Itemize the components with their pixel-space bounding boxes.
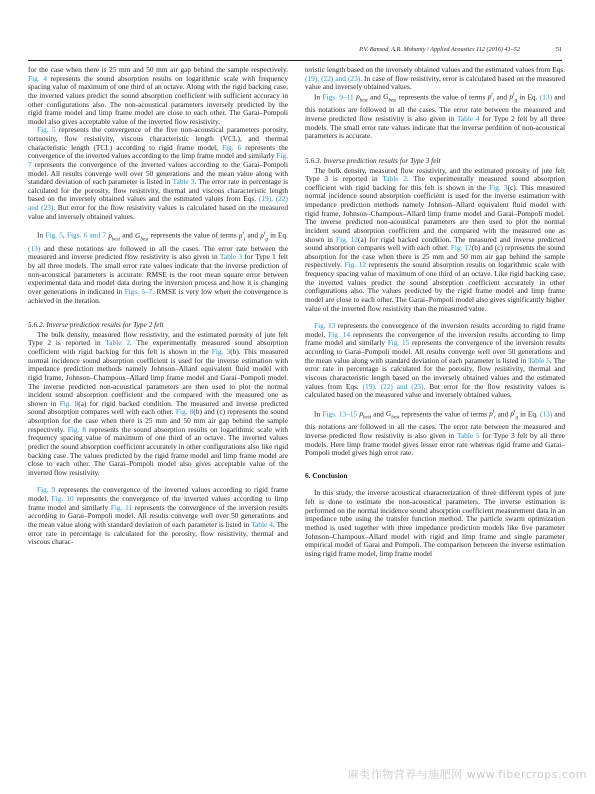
body-paragraph: The bulk density, measured flow resistivity, and the estimated porosity of jute felt Type 2 is reported in Table 2. The experimentally measured sound absorption coefficient with rigid backing for this felt is shown in the Fig. 3(b). This measured normal incidence sound absorption coefficient is used for the inverse estimation with impedance prediction methods namely Johnson–Allard equivalent fluid model with rigid frame, Johnson–Champoux–Allard limp frame model and Garai–Pompoli model. The inverse predicted non-acoustical parameters are then used to plot the normal incident sound absorption coefficient and the compared with the measured one as shown in Fig. 8(a) for rigid backed condition. The measured and inverse predicted sound absorption compares well with each other. Fig. 8(b) and (c) represents the sound absorption for the case when there is 25 mm and 50 mm air gap behind the sample respectively. Fig. 8 represents the sound absorption results on logarithmic scale with frequency spacing value of maximum of one third of an octave. The inverted values predict the sound absorption coefficient accurately in other configurations also like rigid backing case. The values predicted by the rigid frame model and limp frame model are close to each other. The Garai–Pompoli model also gives acceptable value of the inverted flow resistivity. — [28, 329, 288, 477]
cross-reference-link[interactable]: (19), (22) and (23) — [305, 73, 361, 83]
cross-reference-link[interactable]: Fig. 8 — [59, 398, 79, 408]
cross-reference-link[interactable]: Fig. 11 — [110, 502, 133, 512]
math-symbol: $p_{best}$ — [356, 92, 368, 104]
cross-reference-link[interactable]: Fig. 9 — [37, 485, 56, 495]
body-paragraph: Fig. 5 represents the convergence of the five non-acoustical parameters porosity, tortuosity, flow resistivity, viscous characteristic length (VCL), and thermal characteristic length (TCL) according to rigid frame model, Fig. 6 represents the convergence of the inverted values according to the limp frame model and similarly Fig. 7 represents the convergence of the inverted values according to the Garai–Pompoli model. All results converge well over 50 generations and the mean value along with standard deviation of each parameter is listed in Table 3. The error rate in percentage is calculated for the porosity, flow resistivity, thermal and viscous characteristic length based on the inversely obtained values and the estimated values from Eqs. (19), (22) and (23). But error for the flow resistivity values is calculated based on the measured value and inversely obtained values. — [28, 125, 288, 221]
cross-reference-link[interactable]: Fig. 7 — [28, 151, 288, 169]
body-paragraph: In this study, the inverse acoustical characterization of three different types of jute felt is done to estimate the non-acoustical parameters. The inverse estimation is performed on the normal incidence sound absorption coefficient measurement data in an impedance tube using the transfer function method. The particle swarm optimization method is used together with three impedance prediction models like five parameter Johnson–Champoux–Allard model with rigid and limp frame and single parameter empirical model of Garai and Pompoli. The comparison between the inverse estimation using rigid frame model, limp frame model — [305, 488, 565, 558]
cross-reference-link[interactable]: Fig. 14 — [328, 329, 351, 339]
cross-reference-link[interactable]: Fig. 10 — [51, 494, 74, 504]
cross-reference-link[interactable]: (13) — [539, 92, 553, 102]
math-symbol: $p^t_i$ — [487, 92, 495, 104]
running-header — [28, 46, 562, 58]
cross-reference-link[interactable]: Fig. 3 — [211, 347, 231, 357]
cross-reference-link[interactable]: Fig. 15 — [387, 338, 410, 348]
math-symbol: $p^t_g$ — [260, 230, 268, 243]
cross-reference-link[interactable]: (13) — [540, 409, 553, 419]
subsection-heading: 5.6.2. Inverse prediction results for Type 2 felt — [28, 320, 164, 330]
header-rule — [28, 60, 562, 61]
body-paragraph: In Figs. 13–15 $p_{best}$ and $G_{best}$ represents the value of terms $p^t_i$ and $p^t_g$ in Eq. (13) and this notations are followed in all the cases. The error rate between the measured and inverse predicted flow resistivity is also given in Table 5 for Type 3 felt by all three models. Here limp frame model gives lesser error rate whereas rigid frame and Garai–Pompoli model gives high error rate. — [305, 409, 565, 458]
left-column — [28, 66, 288, 756]
right-column — [305, 66, 565, 756]
cross-reference-link[interactable]: Table 4 — [251, 519, 273, 529]
cross-reference-link[interactable]: Fig. 13 — [314, 321, 336, 331]
cross-reference-link[interactable]: (19), (22) and (23) — [362, 381, 424, 391]
body-paragraph: Fig. 13 represents the convergence of the inversion results according to rigid frame model, Fig. 14 represents the convergence of the inversion results according to limp frame model and similarly Fig. 15 represents the convergence of the inversion results according to Garai–Pompoli model. All results converge well over 50 generations and the mean value along with standard deviation of each parameter is listed in Table 5. The error rate in percentage is calculated for the porosity, flow resistivity, thermal and viscous characteristic length based on the inversely obtained values and the estimated values from Eqs. (19), (22) and (23). But error for the flow resistivity values is calculated based on the measured value and inversely obtained values. — [305, 321, 565, 400]
subsection-heading: 5.6.3. Inverse prediction results for Type 3 felt — [305, 155, 441, 165]
cross-reference-link[interactable]: Figs. 5–7 — [124, 286, 153, 296]
cross-reference-link[interactable]: Fig. 12 — [344, 260, 367, 270]
math-symbol: $p^t_i$ — [238, 230, 246, 243]
math-symbol: $p^t_g$ — [510, 409, 518, 421]
cross-reference-link[interactable]: Fig. 6 — [222, 142, 242, 152]
page-number: 51 — [555, 46, 562, 53]
cross-reference-link[interactable]: Fig. 5 — [45, 230, 63, 240]
section-heading: 6. Conclusion — [305, 470, 348, 480]
body-paragraph: In Fig. 5, Figs. 6 and 7 $p_{best}$ and $G_{best}$ represents the value of terms $p^t_i$ and $p^t_g$ in Eq. (13) and these notations are followed in all the cases. The error rate between the measured and inverse predicted flow resistivity is also given in Table 3 for Type 1 felt by all three models. The small error rate values indicate that the inverse prediction of non-acoustical parameters is accurate. RMSE is the root mean square error between experimental data and model data during the inversion process and how it is changing over generations in indicated in Figs. 5–7. RMSE is very low when the convergence is achieved in the iteration. — [28, 230, 288, 305]
cross-reference-link[interactable]: Table 5 — [456, 430, 480, 440]
cross-reference-link[interactable]: Figs. 9–11 — [322, 92, 354, 102]
math-symbol: $G_{best}$ — [135, 230, 149, 243]
cross-reference-link[interactable]: (19), (22) and (23) — [28, 194, 288, 212]
cross-reference-link[interactable]: Fig. 12 — [336, 234, 359, 244]
body-paragraph: In Figs. 9–11 $p_{best}$ and $G_{best}$ represents the value of terms $p^t_i$ and $p^t_g$ in Eq. (13) and this notations are followed in all the cases. The error rate between the measured and inverse predicted flow resistivity is also given in Table 4 for Type 2 felt by all three models. The small error rate values indicate that the inverse perdition of non-acoustical parameters is accurate. — [305, 92, 565, 141]
cross-reference-link[interactable]: Fig. 3 — [489, 182, 508, 192]
math-symbol: $G_{best}$ — [385, 409, 400, 421]
cross-reference-link[interactable]: Fig. 8 — [175, 407, 194, 417]
cross-reference-link[interactable]: Table 2 — [382, 174, 408, 184]
body-paragraph: Fig. 9 represents the convergence of the inverted values according to rigid frame model, Fig. 10 represents the convergence of the inverted values according to limp frame model and similarly Fig. 11 represents the convergence of the inversion results according to Garai–Pompoli model. All results converge well over 50 generations and the mean value along with standard deviation of each parameter is listed in Table 4. The error rate in percentage is calculated for the porosity, flow resistivity, thermal and viscous charac- — [28, 485, 288, 547]
cross-reference-link[interactable]: Figs. 6 and 7 — [66, 230, 107, 240]
site-watermark: 麻类作物营养与施肥网 www.fibercrops.com — [347, 768, 587, 781]
cross-reference-link[interactable]: Table 3 — [172, 177, 195, 187]
cross-reference-link[interactable]: Fig. 5 — [37, 125, 56, 135]
cross-reference-link[interactable]: Fig. 8 — [67, 424, 87, 434]
math-symbol: $p^t_g$ — [509, 92, 518, 104]
math-symbol: $G_{best}$ — [383, 92, 397, 104]
math-symbol: $p^t_i$ — [489, 409, 496, 421]
body-paragraph: for the case when there is 25 mm and 50 mm air gap behind the sample respectively. Fig. 4 represents the sound absorption results on logarithmic scale with frequency spacing value of maximum of one third of an octave. Along with the rigid backing case, the inverted values predict the sound absorption coefficient with sufficient accuracy in other configurations also. The non-acoustical parameters inversely predicted by the rigid frame model and limp frame model are close to each other. The Garai–Pompoli model also gives acceptable value of the inverted flow resistivity. — [28, 66, 288, 126]
cross-reference-link[interactable]: Table 2 — [105, 338, 131, 348]
math-symbol: $p_{best}$ — [359, 409, 372, 421]
cross-reference-link[interactable]: Table 5 — [528, 355, 550, 365]
cross-reference-link[interactable]: Table 4 — [456, 114, 480, 124]
journal-citation: P.V. Bansod, A.R. Mohanty / Applied Acoustics 112 (2016) 41–52 — [359, 46, 520, 53]
cross-reference-link[interactable]: Fig. 12 — [450, 243, 472, 253]
cross-reference-link[interactable]: (13) — [28, 243, 41, 253]
body-paragraph: The bulk density, measured flow resistivity, and the estimated porosity of jute felt Type 3 is reported in Table 2. The experimentally measured sound absorption coefficient with rigid backing for this felt is shown in the Fig. 3(c). This measured normal incidence sound absorption coefficient is used for the inverse estimation with impedance prediction methods namely Johnson–Allard equivalent fluid model with rigid frame, Johnson–Champoux–Allard limp frame model and Garai–Pompoli model. The inverse predicted non-acoustical parameters are then used to plot the normal incident sound absorption coefficient and the compared with the measured one as shown in Fig. 12(a) for rigid backed condition. The measured and inverse predicted sound absorption compares well with each other. Fig. 12(b) and (c) represents the sound absorption for the case when there is 25 mm and 50 mm air gap behind the sample respectively. Fig. 12 represents the sound absorption results on logarithmic scale with frequency spacing value of maximum of one third of an octave. Like rigid backing case, the inverted values predict the sound absorption coefficient accurately in other configurations also. The values predicted by the rigid frame model and limp frame model are close to each other. The Garai–Pompoli model also gives significantly higher value of the inverted flow resistivity than the measured value. — [305, 165, 565, 313]
cross-reference-link[interactable]: Figs. 13–15 — [322, 409, 358, 419]
body-paragraph: teristic length based on the inversely obtained values and the estimated values from Eqs. (19), (22) and (23). In case of flow resistivity, error is calculated based on the measured value and inversely obtained values. — [305, 66, 565, 92]
cross-reference-link[interactable]: Fig. 4 — [28, 73, 47, 83]
cross-reference-link[interactable]: Table 3 — [219, 252, 243, 262]
math-symbol: $p_{best}$ — [108, 230, 120, 243]
